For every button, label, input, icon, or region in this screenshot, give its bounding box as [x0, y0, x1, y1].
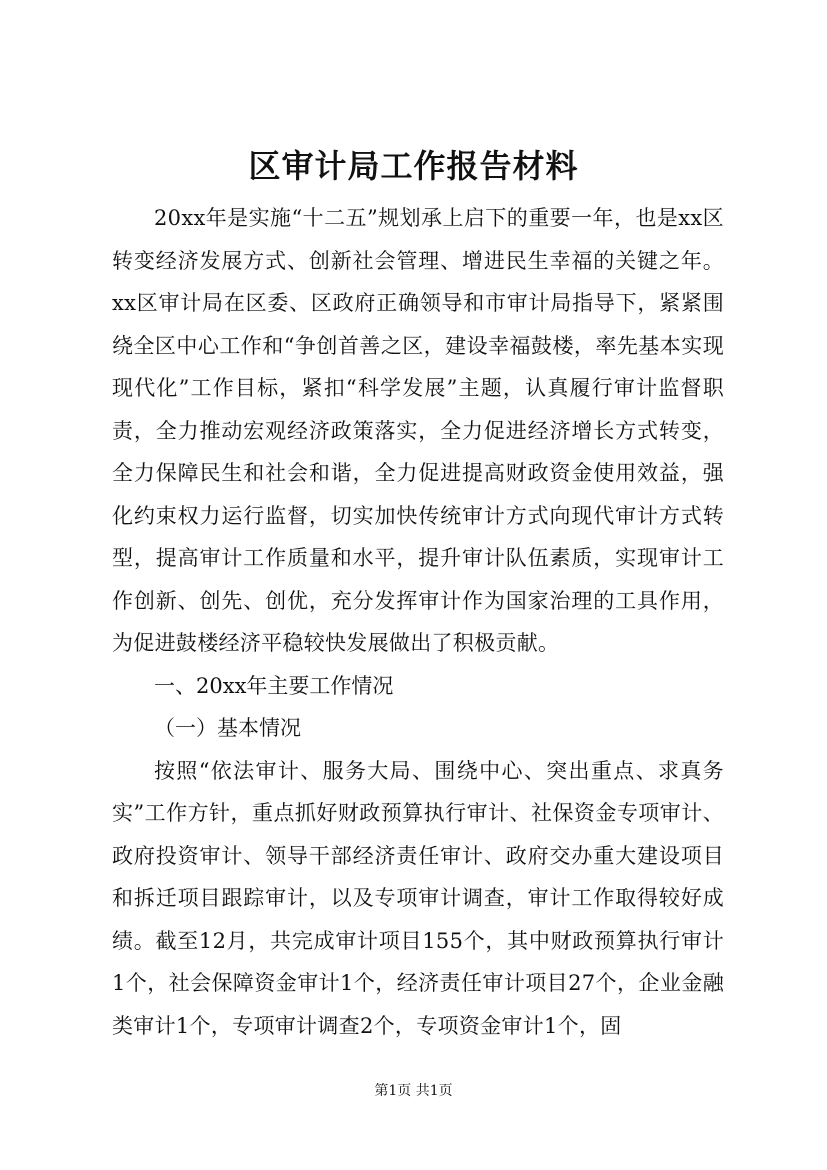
- section-paragraph: 按照“依法审计、服务大局、围绕中心、突出重点、求真务实”工作方针，重点抓好财政预算执行审计、社保资金专项审计、政府投资审计、领导干部经济责任审计、政府交办重大建设项目和拆迁项目跟踪审计，以及专项审计调查，审计工作取得较好成绩。截至12月，共完成审计项目155个，其中财政预算执行审计1个，社会保障资金审计1个，经济责任审计项目27个，企业金融类审计1个，专项审计调查2个，专项资金审计1个，固: [112, 758, 724, 1038]
- document-body: [112, 197, 724, 1047]
- subsection-heading: （一）基本情况: [154, 716, 301, 740]
- document-title: 区审计局工作报告材料: [248, 147, 579, 185]
- page-number-footer: 第1页 共1页: [374, 1083, 453, 1099]
- section-heading: 一、20xx年主要工作情况: [154, 673, 394, 698]
- intro-paragraph: 20xx年是实施“十二五”规划承上启下的重要一年，也是xx区转变经济发展方式、创新社会管理、增进民生幸福的关键之年。xx区审计局在区委、区政府正确领导和市审计局指导下，紧紧围绕全区中心工作和“争创首善之区，建设幸福鼓楼，率先基本实现现代化”工作目标，紧扣“科学发展”主题，认真履行审计监督职责，全力推动宏观经济政策落实，全力促进经济增长方式转变，全力保障民生和社会和谐，全力促进提高财政资金使用效益，强化约束权力运行监督，切实加快传统审计方式向现代审计方式转型，提高审计工作质量和水平，提升审计队伍素质，实现审计工作创新、创先、创优，充分发挥审计作为国家治理的工具作用，为促进鼓楼经济平稳较快发展做出了积极贡献。: [112, 206, 724, 655]
